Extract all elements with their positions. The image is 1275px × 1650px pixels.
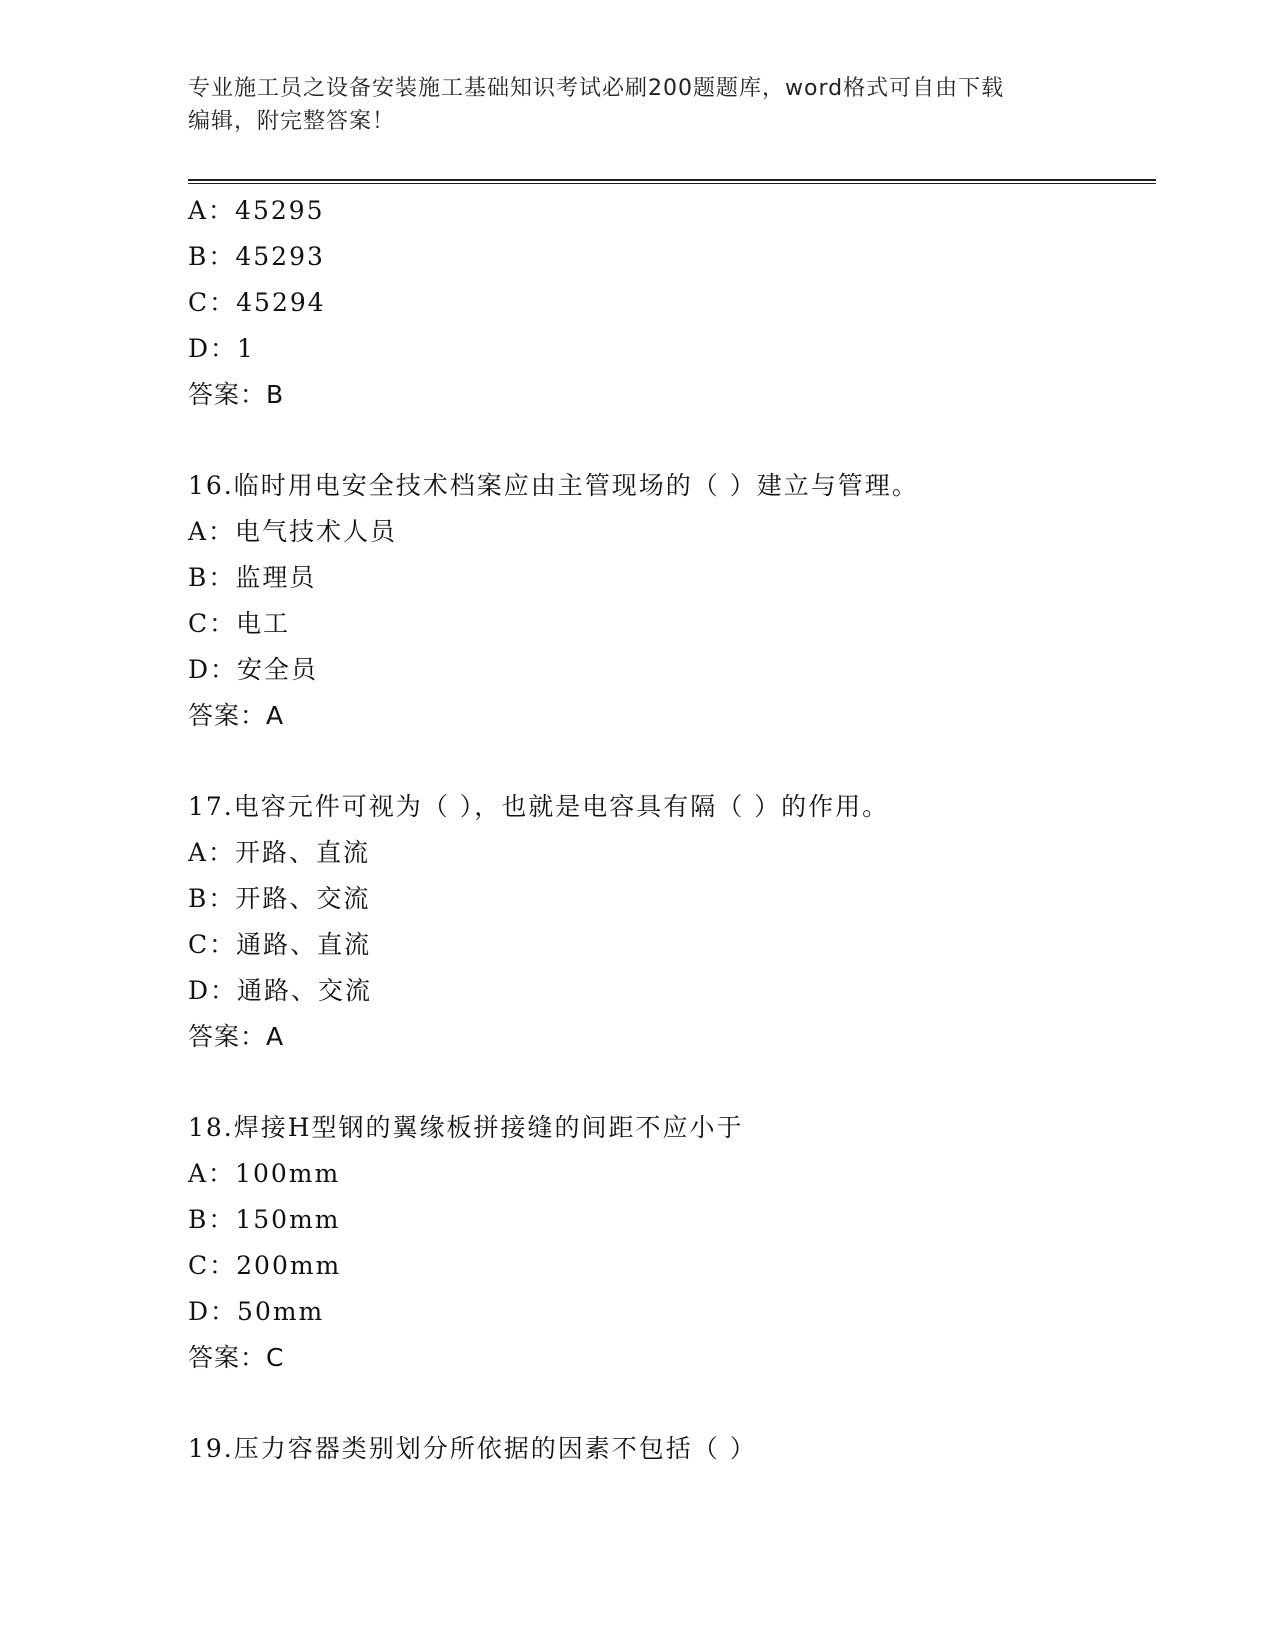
option-c: C：电工 (188, 609, 291, 638)
option-d: D：50mm (188, 1297, 325, 1326)
option-b: B：45293 (188, 242, 325, 271)
option-d: D：通路、交流 (188, 976, 373, 1005)
spacer (188, 1060, 1156, 1105)
answer-label: 答案：A (188, 701, 285, 730)
header-title-line-1: 专业施工员之设备安装施工基础知识考试必刷200题题库，word格式可自由下载 (188, 76, 1005, 101)
question-stem: 19.压力容器类别划分所依据的因素不包括（ ） (188, 1434, 757, 1463)
option-a: A：电气技术人员 (188, 517, 398, 546)
answer-label: 答案：C (188, 1343, 285, 1372)
header-title-line-2: 编辑，附完整答案！ (188, 109, 396, 134)
spacer (188, 1381, 1156, 1426)
answer-label: 答案：B (188, 380, 285, 409)
question-15-continued (188, 188, 1156, 418)
option-a: A：45295 (188, 196, 325, 225)
option-b: B：监理员 (188, 563, 317, 592)
spacer (188, 739, 1156, 784)
answer-label: 答案：A (188, 1022, 285, 1051)
question-17 (188, 784, 1156, 1060)
spacer (188, 418, 1156, 463)
question-16 (188, 463, 1156, 739)
question-list (188, 188, 1156, 1472)
question-stem: 16.临时用电安全技术档案应由主管现场的（ ）建立与管理。 (188, 471, 919, 500)
option-d: D：安全员 (188, 655, 319, 684)
question-19 (188, 1426, 1156, 1472)
question-stem: 17.电容元件可视为（ ），也就是电容具有隔（ ）的作用。 (188, 792, 890, 821)
option-a: A：开路、直流 (188, 838, 371, 867)
option-b: B：开路、交流 (188, 884, 371, 913)
question-stem: 18.焊接H型钢的翼缘板拼接缝的间距不应小于 (188, 1113, 744, 1142)
option-c: C：45294 (188, 288, 326, 317)
header-divider (188, 179, 1156, 184)
document-header (188, 72, 1068, 138)
option-c: C：通路、直流 (188, 930, 372, 959)
option-b: B：150mm (188, 1205, 341, 1234)
option-d: D：1 (188, 334, 255, 363)
question-18 (188, 1105, 1156, 1381)
option-a: A：100mm (188, 1159, 341, 1188)
option-c: C：200mm (188, 1251, 342, 1280)
